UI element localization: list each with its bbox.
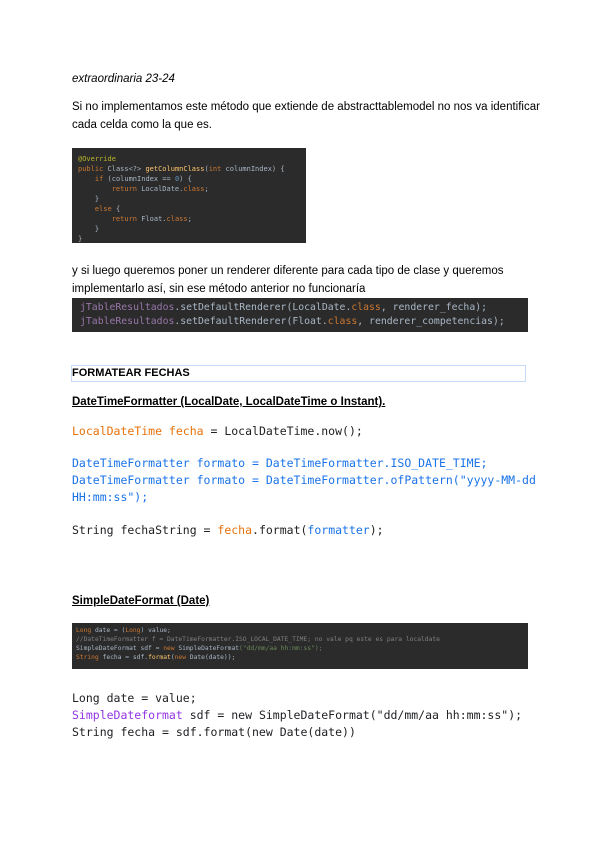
code-token: String [76, 654, 103, 661]
code-token: renderer_competencias [369, 316, 493, 327]
code-line [76, 644, 528, 653]
code-token: new [174, 654, 190, 661]
code-token: LocalDateTime fecha [72, 424, 204, 438]
code-token: . [162, 215, 167, 223]
code-line: } [78, 225, 100, 233]
subheading-simpledateformat: SimpleDateFormat (Date) [72, 595, 210, 607]
code-token: getColumnClass [145, 165, 205, 173]
code-token: Long [125, 627, 141, 634]
code-token: . [321, 316, 328, 327]
code-token: return [78, 185, 142, 193]
intro-line-2: cada celda como la que es. [72, 119, 213, 131]
code-line: DateTimeFormatter formato = DateTimeFormatter.ofPattern("yyyy-MM-dd [72, 473, 536, 487]
code-token: Date [189, 654, 205, 661]
code-line [78, 184, 306, 194]
code-token: ); [475, 302, 488, 313]
code-line [80, 315, 528, 329]
code-token: ) value; [140, 627, 171, 634]
code-token: (date)); [204, 654, 236, 661]
code-token: Float [141, 215, 163, 223]
code-token: renderer_fecha [392, 302, 476, 313]
code-token: sdf = new SimpleDateFormat("dd/mm/aa hh:mm:ss"); [182, 708, 523, 722]
code-line [80, 301, 528, 315]
code-line [76, 626, 528, 635]
code-line [72, 522, 384, 539]
code-token: .setDefaultRenderer( [174, 302, 293, 313]
code-token: ); [369, 523, 384, 537]
code-line [78, 154, 306, 164]
code-line [72, 423, 363, 440]
code-token: ; [187, 215, 192, 223]
code-screenshot-getcolumnclass [72, 148, 306, 243]
code-token: LocalDate [141, 185, 180, 193]
code-token: .format( [252, 523, 308, 537]
code-token: 0 [174, 175, 180, 183]
document-title: extraordinaria 23-24 [72, 73, 175, 85]
code-token: else [78, 205, 116, 213]
code-token: sdf [140, 645, 152, 652]
code-token: class [183, 185, 205, 193]
code-line [78, 174, 306, 184]
code-token: <?> [128, 165, 146, 173]
code-token: format [148, 654, 171, 661]
code-token: jTableResultados [80, 316, 175, 327]
code-token: new [163, 645, 179, 652]
code-token: LocalDate [292, 302, 346, 313]
code-token: = sdf. [121, 654, 149, 661]
code-token: ) { [271, 165, 285, 173]
code-token: = LocalDateTime.now(); [203, 424, 363, 438]
code-token: ( [170, 654, 175, 661]
code-token: (columnIndex == [107, 175, 175, 183]
code-token: jTableResultados [80, 302, 175, 313]
code-token: { [115, 205, 121, 213]
code-line: } [78, 235, 83, 243]
code-token: return [78, 215, 142, 223]
code-token: .setDefaultRenderer( [174, 316, 293, 327]
code-token: ("dd/mm/aa hh:mm:ss"); [239, 645, 323, 652]
code-token: if [78, 175, 108, 183]
code-token: class [327, 316, 358, 327]
code-line [78, 164, 306, 174]
code-token: public [78, 165, 108, 173]
code-line [78, 214, 306, 224]
code-token: = ( [110, 627, 126, 634]
intro-line-1: Si no implementamos este método que extiende de abstracttablemodel no nos va identificar [72, 101, 540, 113]
code-token: SimpleDateFormat [178, 645, 240, 652]
code-screenshot-renderers [72, 298, 528, 332]
code-token: Long [76, 627, 95, 634]
code-line: Long date = value; [72, 691, 197, 705]
code-token: Float [292, 316, 322, 327]
code-token: ); [492, 316, 505, 327]
code-token: ) { [179, 175, 192, 183]
code-token: formatter [307, 523, 370, 537]
code-token: . [345, 302, 352, 313]
code-token: int [208, 165, 226, 173]
code-token: . [179, 185, 184, 193]
code-token: SimpleDateFormat [76, 645, 141, 652]
code-token: String fechaString = [72, 523, 218, 537]
code-token: SimpleDateformat [72, 708, 183, 722]
code-line [72, 707, 522, 724]
code-line: String fecha = sdf.format(new Date(date)) [72, 725, 356, 739]
code-line: DateTimeFormatter formato = DateTimeFormatter.ISO_DATE_TIME; [72, 456, 488, 470]
code-token: columnIndex [225, 165, 272, 173]
code-token: @Override [78, 155, 116, 163]
code-line: //DateTimeFormatter f = DateTimeFormatter.ISO_LOCAL_DATE_TIME; no vale pq este es para localdate [76, 636, 440, 643]
code-token: , [357, 316, 370, 327]
paragraph-2-line-1: y si luego queremos poner un renderer diferente para cada tipo de clase y queremos [72, 265, 504, 277]
section-heading: FORMATEAR FECHAS [72, 367, 190, 379]
code-line [76, 653, 528, 662]
code-token: date [94, 627, 111, 634]
code-token: class [166, 215, 188, 223]
code-line: } [78, 195, 100, 203]
code-token: = [151, 645, 164, 652]
code-line: HH:mm:ss"); [72, 490, 149, 504]
code-line [78, 204, 306, 214]
code-token: fecha [217, 523, 253, 537]
code-token: fecha [102, 654, 122, 661]
code-token: Class [107, 165, 129, 173]
subheading-datetimeformatter: DateTimeFormatter (LocalDate, LocalDateTime o Instant). [72, 396, 386, 408]
code-screenshot-simpledateformat [72, 623, 528, 669]
code-token: class [351, 302, 381, 313]
paragraph-2-line-2: implementarlo así, sin ese método anterior no funcionaría [72, 283, 366, 295]
code-token: ; [204, 185, 209, 193]
code-token: ( [204, 165, 209, 173]
code-token: , [380, 302, 393, 313]
